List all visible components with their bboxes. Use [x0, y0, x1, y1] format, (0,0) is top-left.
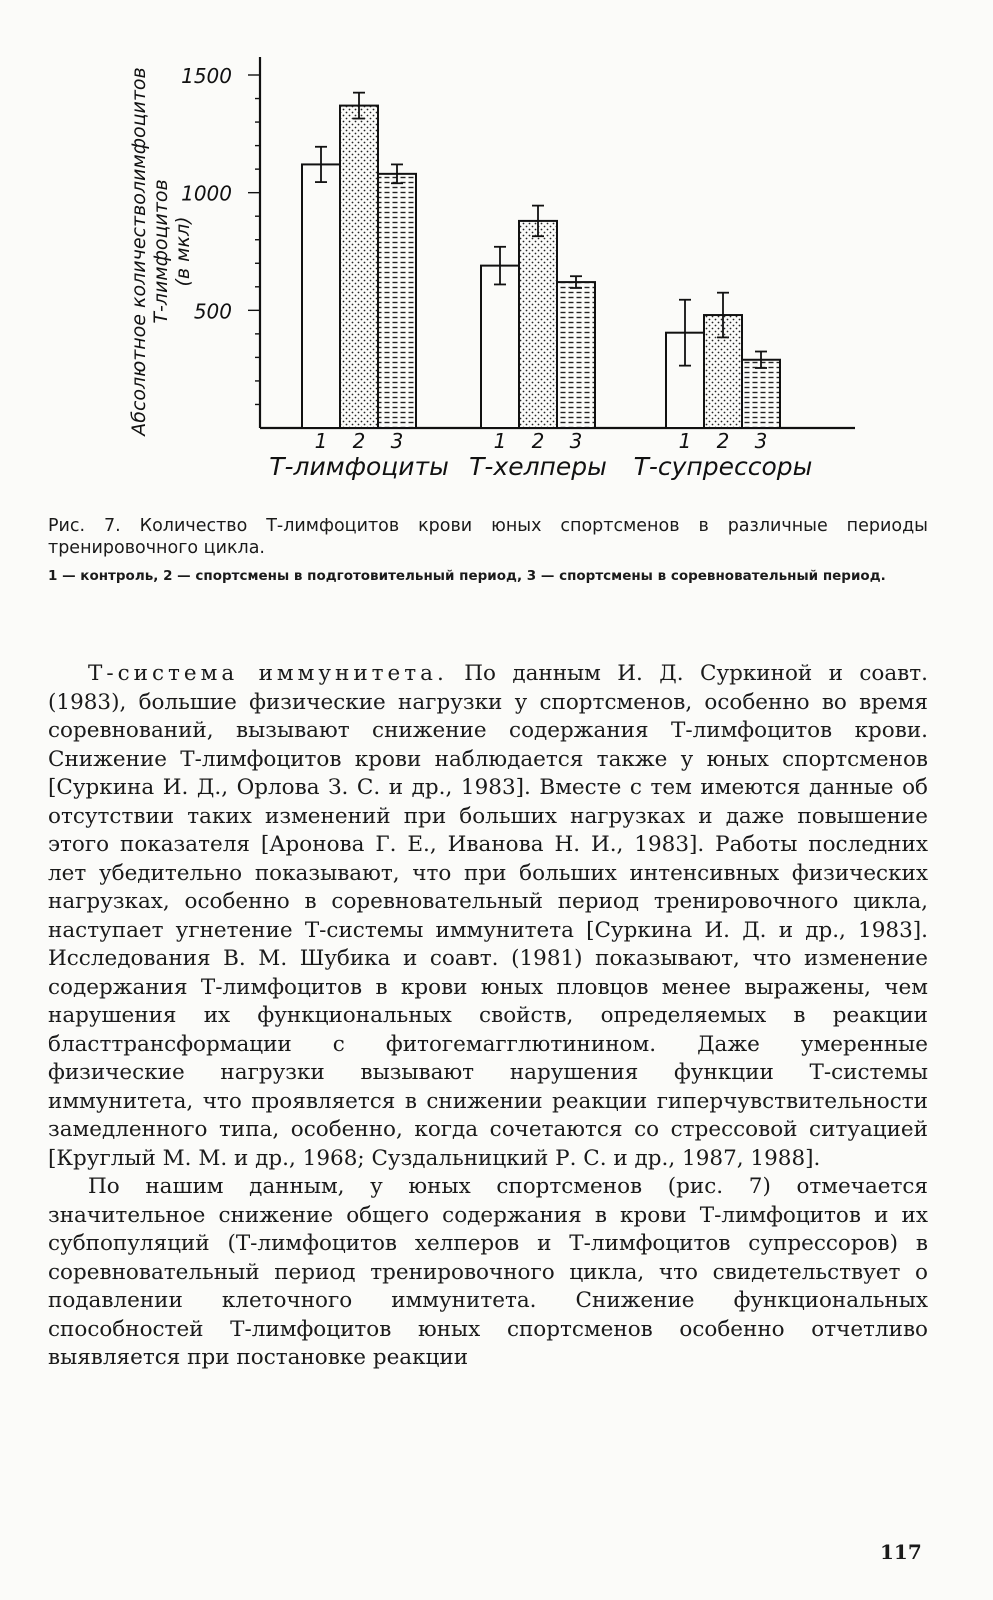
figure-caption: Рис. 7. Количество Т-лимфоцитов крови юных спортсменов в различные периоды тренировочного цикла.	[48, 516, 928, 558]
bar	[481, 266, 519, 428]
bar	[557, 282, 595, 428]
bar-number-label: 3	[754, 429, 768, 453]
bar-number-label: 3	[569, 429, 583, 453]
page-number: 117	[880, 1540, 922, 1564]
paragraph-1-text: По данным И. Д. Суркиной и соавт. (1983), большие физические нагрузки у спортсменов, особенно во время соревнований, вызывают снижение содержания Т-лимфоцитов крови. Снижение Т-лимфоцитов крови наблюдается также у юных спортсменов [Суркина И. Д., Орлова З. С. и др., 1983]. Вместе с тем имеются данные об отсутствии таких изменений при больших нагрузках и даже повышение этого показателя [Аронова Г. Е., Иванова Н. И., 1983]. Работы последних лет убедительно показывают, что при больших интенсивных физических нагрузках, особенно в соревновательный период тренировочного цикла, наступает угнетение Т-системы иммунитета [Суркина И. Д. и др., 1983]. Исследования В. М. Шубика и соавт. (1981) показывают, что изменение содержания Т-лимфоцитов в крови юных пловцов менее выражены, чем нарушения их функциональных свойств, определяемых в реакции бласттрансформации с фитогемагглютинином. Даже умеренные физические нагрузки вызывают нарушения функции Т-системы иммунитета, что проявляется в снижении реакции гиперчувствительности замедленного типа, особенно, когда сочетаются со стрессовой ситуацией [Круглый М. М. и др., 1968; Суздальницкий Р. С. и др., 1987, 1988].	[48, 661, 929, 1171]
y-tick-label: 500	[193, 299, 232, 324]
bar	[340, 106, 378, 428]
bar	[302, 164, 340, 428]
bar-number-label: 2	[531, 429, 545, 453]
chart-labels	[269, 429, 812, 481]
bar	[742, 360, 780, 428]
section-heading: Т-система иммунитета.	[88, 661, 448, 686]
y-axis-label: Абсолютное количестволимфоцитовТ-лимфоцитов(в мкл)	[128, 67, 194, 436]
group-label: Т-супрессоры	[633, 452, 813, 481]
bar-number-label: 2	[352, 429, 366, 453]
bar-number-label: 1	[493, 429, 507, 453]
bar-number-label: 1	[314, 429, 328, 453]
figure-legend: 1 — контроль, 2 — спортсмены в подготовительный период, 3 — спортсмены в соревновательный период.	[48, 568, 886, 584]
bar	[519, 221, 557, 428]
bar-number-label: 2	[716, 429, 730, 453]
body-text	[48, 660, 928, 1373]
paragraph-1	[48, 660, 928, 1173]
bar-number-label: 3	[390, 429, 404, 453]
bar	[378, 174, 416, 428]
chart-bars	[302, 93, 780, 428]
bar-chart	[0, 0, 993, 500]
group-label: Т-хелперы	[469, 452, 607, 481]
y-tick-label: 1500	[181, 64, 232, 88]
paragraph-2: По нашим данным, у юных спортсменов (рис. 7) отмечается значительное снижение общего содержания в крови Т-лимфоцитов и их субпопуляций (Т-лимфоцитов хелперов и Т-лимфоцитов супрессоров) в соревновательный период тренировочного цикла, что свидетельствует о подавлении клеточного иммунитета. Снижение функциональных способностей Т-лимфоцитов юных спортсменов особенно отчетливо выявляется при постановке реакции	[48, 1174, 928, 1370]
y-tick-label: 1000	[181, 181, 232, 206]
bar-number-label: 1	[678, 429, 692, 453]
group-label: Т-лимфоциты	[269, 452, 449, 481]
